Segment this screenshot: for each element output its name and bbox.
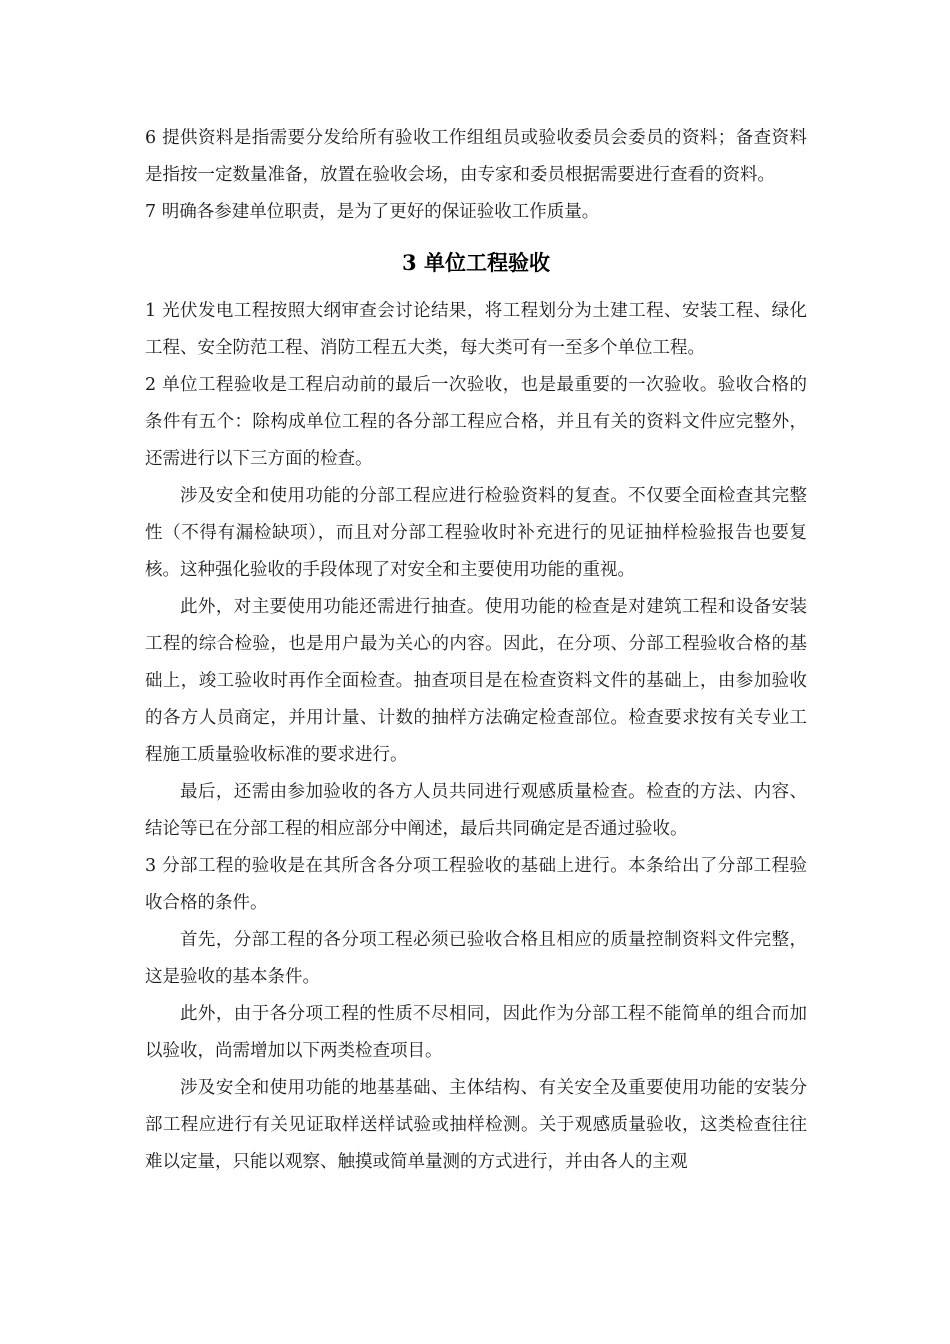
paragraph-item-1: 1 光伏发电工程按照大纲审查会讨论结果，将工程划分为土建工程、安装工程、绿化工程、安全防范工程、消防工程五大类，每大类可有一至多个单位工程。 xyxy=(145,301,807,358)
paragraph-item-3: 3 分部工程的验收是在其所含各分项工程验收的基础上进行。本条给出了分部工程验收合格的条件。 xyxy=(145,856,807,913)
paragraph-basic-condition: 首先，分部工程的各分项工程必须已验收合格且相应的质量控制资料文件完整，这是验收的基本条件。 xyxy=(145,930,807,987)
paragraph-appearance-check: 最后，还需由参加验收的各方人员共同进行观感质量检查。检查的方法、内容、结论等已在分部工程的相应部分中阐述，最后共同确定是否通过验收。 xyxy=(145,782,807,839)
document-body xyxy=(145,120,807,1181)
paragraph-function-check: 此外，对主要使用功能还需进行抽查。使用功能的检查是对建筑工程和设备安装工程的综合检验，也是用户最为关心的内容。因此，在分项、分部工程验收合格的基础上，竣工验收时再作全面检查。抽查项目是在检查资料文件的基础上，由参加验收的各方人员商定，并用计量、计数的抽样方法确定检查部位。检查要求按有关专业工程施工质量验收标准的要求进行。 xyxy=(145,597,807,765)
paragraph-item-6: 6 提供资料是指需要分发给所有验收工作组组员或验收委员会委员的资料；备查资料是指按一定数量准备，放置在验收会场，由专家和委员根据需要进行查看的资料。 xyxy=(145,128,807,185)
paragraph-sampling-tests: 涉及安全和使用功能的地基基础、主体结构、有关安全及重要使用功能的安装分部工程应进行有关见证取样送样试验或抽样检测。关于观感质量验收，这类检查往往难以定量，只能以观察、触摸或简单量测的方式进行，并由各人的主观 xyxy=(145,1078,807,1172)
paragraph-safety-review: 涉及安全和使用功能的分部工程应进行检验资料的复查。不仅要全面检查其完整性（不得有漏检缺项），而且对分部工程验收时补充进行的见证抽样检验报告也要复核。这种强化验收的手段体现了对安全和主要使用功能的重视。 xyxy=(145,486,807,580)
paragraph-item-7: 7 明确各参建单位职责，是为了更好的保证验收工作质量。 xyxy=(145,202,600,222)
paragraph-item-2: 2 单位工程验收是工程启动前的最后一次验收，也是最重要的一次验收。验收合格的条件有五个：除构成单位工程的各分部工程应合格，并且有关的资料文件应完整外，还需进行以下三方面的检查。 xyxy=(145,375,807,469)
section-title: 3 单位工程验收 xyxy=(402,250,550,275)
paragraph-extra-checks: 此外，由于各分项工程的性质不尽相同，因此作为分部工程不能简单的组合而加以验收，尚需增加以下两类检查项目。 xyxy=(145,1004,807,1061)
